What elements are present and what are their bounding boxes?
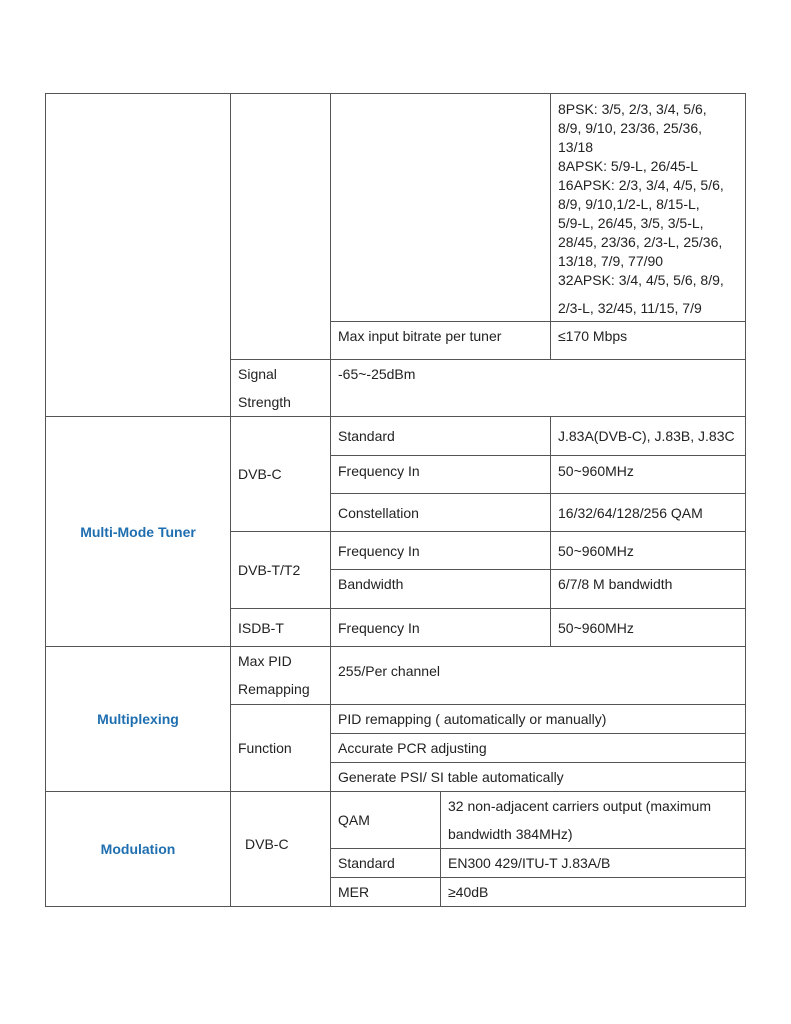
dvbt-frequency-value: 50~960MHz xyxy=(550,531,746,570)
max-bitrate-value: ≤170 Mbps xyxy=(550,321,746,360)
category-multiplexing: Multiplexing xyxy=(45,646,231,792)
max-pid-line2: Remapping xyxy=(238,681,310,697)
isdbt-frequency-param: Frequency In xyxy=(330,608,551,647)
modulation-line: 2/3-L, 32/45, 11/15, 7/9 xyxy=(558,300,702,316)
modulation-line: 13/18, 7/9, 77/90 xyxy=(558,253,664,269)
dvbc-standard-value: J.83A(DVB-C), J.83B, J.83C xyxy=(550,416,746,456)
category-modulation: Modulation xyxy=(45,791,231,907)
mer-label: MER xyxy=(330,877,441,907)
isdbt-label: ISDB-T xyxy=(230,608,331,647)
dvbc-standard-param: Standard xyxy=(330,416,551,456)
signal-strength-line1: Signal xyxy=(238,366,277,382)
param-cell-empty xyxy=(330,93,551,322)
dvbt-bandwidth-value: 6/7/8 M bandwidth xyxy=(550,569,746,609)
modulation-line: 8/9, 9/10,1/2-L, 8/15-L, xyxy=(558,196,700,212)
category-cell-empty xyxy=(45,93,231,417)
modulation-dvbc-label: DVB-C xyxy=(230,791,331,907)
category-multi-mode-tuner: Multi-Mode Tuner xyxy=(45,416,231,647)
modulation-line: 28/45, 23/36, 2/3-L, 25/36, xyxy=(558,234,723,250)
modulation-line: 8/9, 9/10, 23/36, 25/36, xyxy=(558,120,703,136)
sub-cell-empty xyxy=(230,93,331,360)
modulation-line: 8APSK: 5/9-L, 26/45-L xyxy=(558,158,699,174)
signal-strength-line2: Strength xyxy=(238,394,291,410)
modulation-line: 8PSK: 3/5, 2/3, 3/4, 5/6, xyxy=(558,101,707,117)
qam-value xyxy=(440,791,746,849)
dvbc-label: DVB-C xyxy=(230,416,331,532)
function-row: Accurate PCR adjusting xyxy=(330,733,746,763)
dvbc-frequency-value: 50~960MHz xyxy=(550,455,746,494)
modulation-line: 32APSK: 3/4, 4/5, 5/6, 8/9, xyxy=(558,272,724,288)
dvbc-frequency-param: Frequency In xyxy=(330,455,551,494)
modulation-line: 16APSK: 2/3, 3/4, 4/5, 5/6, xyxy=(558,177,724,193)
modulation-standard-label: Standard xyxy=(330,848,441,878)
function-row: PID remapping ( automatically or manually) xyxy=(330,704,746,734)
modulation-line: 5/9-L, 26/45, 3/5, 3/5-L, xyxy=(558,215,704,231)
max-pid-line1: Max PID xyxy=(238,653,292,669)
qam-value-line1: 32 non-adjacent carriers output (maximum xyxy=(448,798,712,814)
signal-strength-value: -65~-25dBm xyxy=(330,359,746,417)
modulation-list-cell xyxy=(550,93,746,322)
max-bitrate-label: Max input bitrate per tuner xyxy=(330,321,551,360)
signal-strength-label xyxy=(230,359,331,417)
max-pid-value: 255/Per channel xyxy=(330,646,746,705)
dvbt-frequency-param: Frequency In xyxy=(330,531,551,570)
mer-value: ≥40dB xyxy=(440,877,746,907)
dvbc-constellation-param: Constellation xyxy=(330,493,551,532)
function-row: Generate PSI/ SI table automatically xyxy=(330,762,746,792)
qam-value-line2: bandwidth 384MHz) xyxy=(448,826,573,842)
max-pid-label xyxy=(230,646,331,705)
modulation-standard-value: EN300 429/ITU-T J.83A/B xyxy=(440,848,746,878)
dvbt-bandwidth-param: Bandwidth xyxy=(330,569,551,609)
qam-label: QAM xyxy=(330,791,441,849)
dvbc-constellation-value: 16/32/64/128/256 QAM xyxy=(550,493,746,532)
isdbt-frequency-value: 50~960MHz xyxy=(550,608,746,647)
dvbt-label: DVB-T/T2 xyxy=(230,531,331,609)
function-label: Function xyxy=(230,704,331,792)
modulation-line: 13/18 xyxy=(558,139,594,155)
